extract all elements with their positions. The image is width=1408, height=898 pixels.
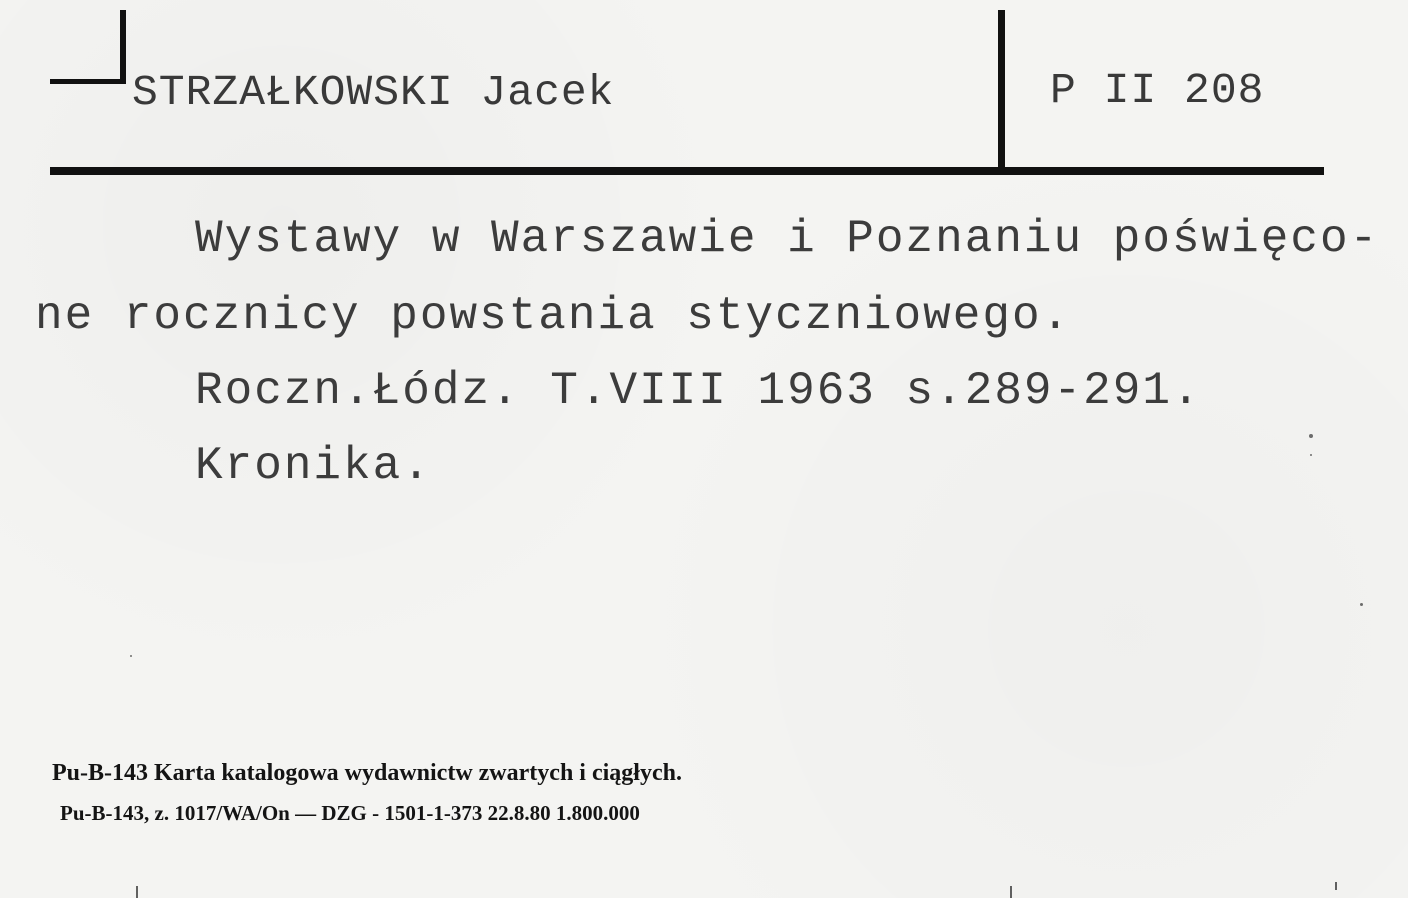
call-number: P II 208 (1050, 66, 1265, 115)
footer-line-1: Pu-B-143 Karta katalogowa wydawnictw zwartych i ciągłych. (52, 760, 682, 786)
bottom-mark (1335, 882, 1337, 890)
footer-line-2: Pu-B-143, z. 1017/WA/On — DZG - 1501-1-373 22.8.80 1.800.000 (60, 801, 640, 825)
right-vertical-rule (998, 10, 1005, 170)
bottom-mark (136, 886, 138, 898)
description-line-2: ne rocznicy powstania styczniowego. (35, 290, 1072, 342)
ink-speck (1310, 454, 1312, 456)
main-horizontal-rule (50, 167, 1324, 175)
author-heading: STRZAŁKOWSKI Jacek (132, 68, 615, 117)
left-vertical-rule (120, 10, 126, 82)
description-line-4: Kronika. (195, 440, 432, 492)
ink-speck (130, 655, 132, 657)
left-horizontal-rule (50, 79, 126, 84)
ink-speck (1309, 434, 1313, 438)
bottom-mark (1010, 886, 1012, 898)
description-line-3: Roczn.Łódz. T.VIII 1963 s.289-291. (195, 365, 1202, 417)
description-line-1: Wystawy w Warszawie i Poznaniu poświęco- (195, 213, 1380, 265)
ink-speck (1360, 603, 1363, 606)
